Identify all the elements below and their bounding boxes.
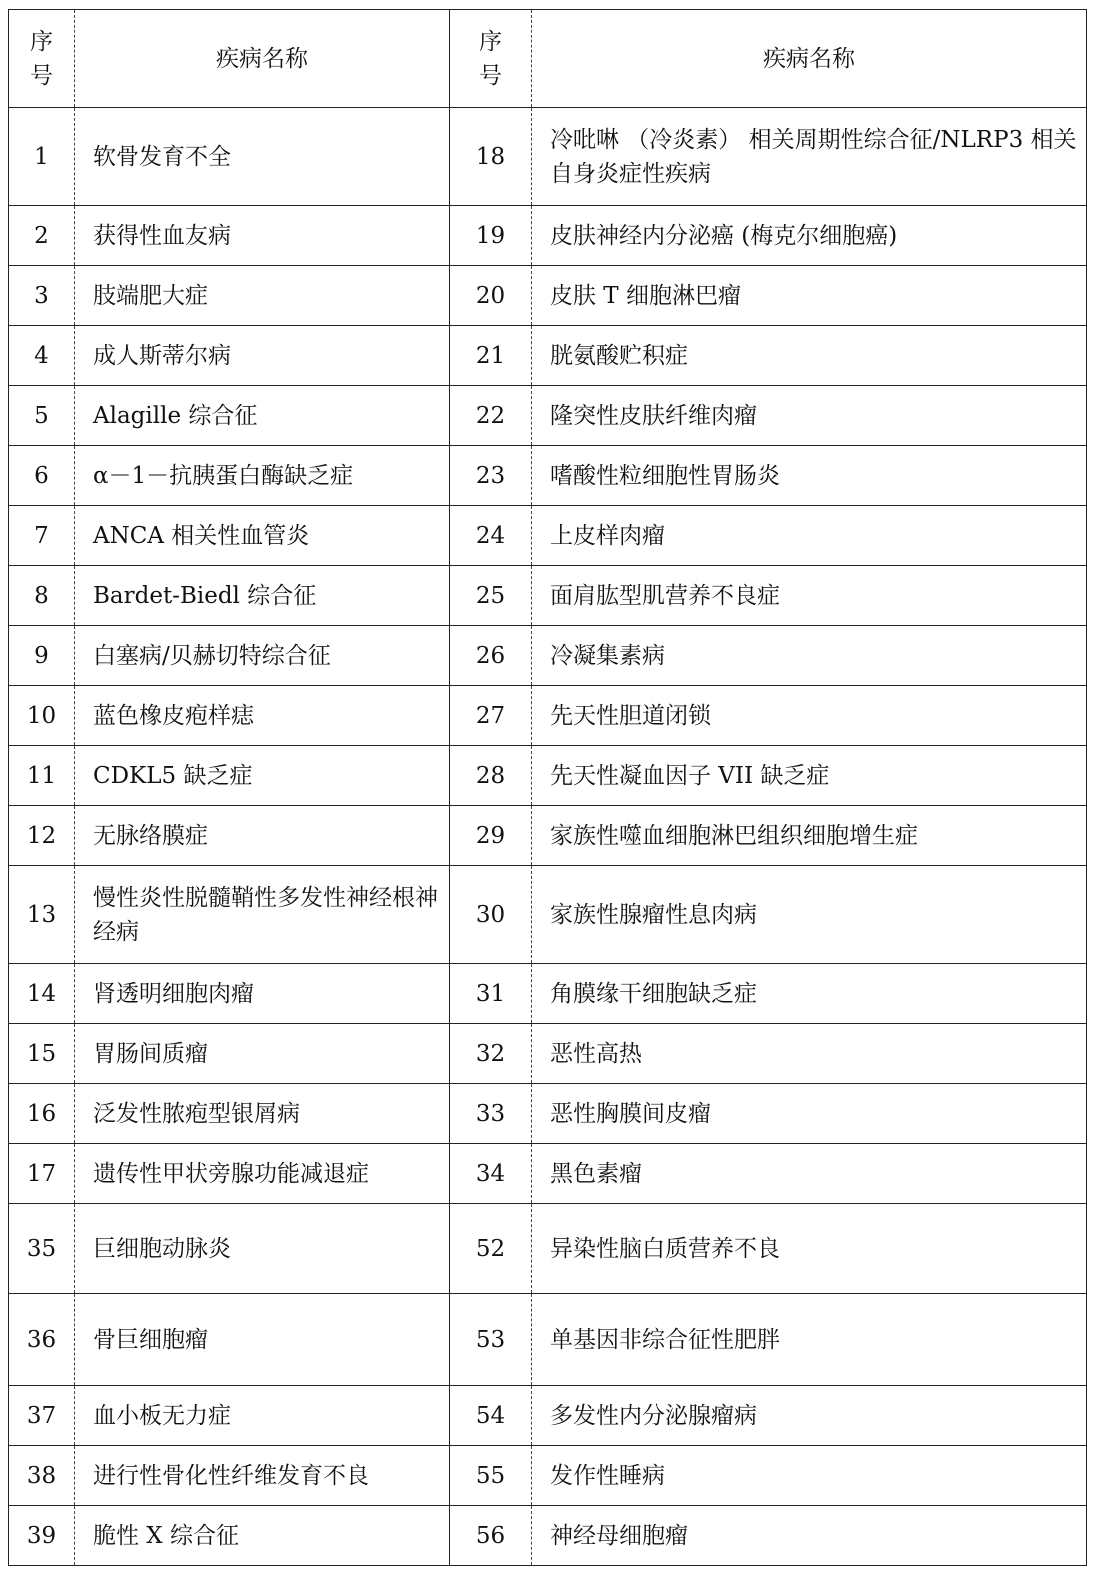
table-row bbox=[9, 1024, 1087, 1084]
table-row bbox=[9, 206, 1087, 266]
table-row bbox=[9, 746, 1087, 806]
row-number: 33 bbox=[450, 1084, 532, 1144]
disease-name: 软骨发育不全 bbox=[75, 108, 450, 206]
row-number: 22 bbox=[450, 386, 532, 446]
table-row bbox=[9, 806, 1087, 866]
row-number: 18 bbox=[450, 108, 532, 206]
row-number: 3 bbox=[9, 266, 75, 326]
row-number: 7 bbox=[9, 506, 75, 566]
row-number: 1 bbox=[9, 108, 75, 206]
disease-name: 角膜缘干细胞缺乏症 bbox=[532, 964, 1087, 1024]
disease-name: 隆突性皮肤纤维肉瘤 bbox=[532, 386, 1087, 446]
row-number: 37 bbox=[9, 1386, 75, 1446]
row-number: 52 bbox=[450, 1204, 532, 1294]
header-disease-name-right: 疾病名称 bbox=[532, 10, 1087, 108]
header-number-left: 序号 bbox=[9, 10, 75, 108]
disease-name: 胱氨酸贮积症 bbox=[532, 326, 1087, 386]
row-number: 26 bbox=[450, 626, 532, 686]
rare-disease-table bbox=[8, 9, 1087, 1566]
table-row bbox=[9, 1084, 1087, 1144]
disease-name: 皮肤神经内分泌癌 (梅克尔细胞癌) bbox=[532, 206, 1087, 266]
disease-name: 冷凝集素病 bbox=[532, 626, 1087, 686]
table-row bbox=[9, 266, 1087, 326]
table-row bbox=[9, 386, 1087, 446]
row-number: 20 bbox=[450, 266, 532, 326]
disease-name: 家族性噬血细胞淋巴组织细胞增生症 bbox=[532, 806, 1087, 866]
row-number: 6 bbox=[9, 446, 75, 506]
disease-name: 冷吡啉 （冷炎素） 相关周期性综合征/NLRP3 相关自身炎症性疾病 bbox=[532, 108, 1087, 206]
row-number: 29 bbox=[450, 806, 532, 866]
row-number: 53 bbox=[450, 1294, 532, 1386]
row-number: 15 bbox=[9, 1024, 75, 1084]
row-number: 27 bbox=[450, 686, 532, 746]
disease-name: 巨细胞动脉炎 bbox=[75, 1204, 450, 1294]
table-row bbox=[9, 1446, 1087, 1506]
table-row bbox=[9, 326, 1087, 386]
disease-name: 多发性内分泌腺瘤病 bbox=[532, 1386, 1087, 1446]
disease-name: 无脉络膜症 bbox=[75, 806, 450, 866]
disease-name: 发作性睡病 bbox=[532, 1446, 1087, 1506]
row-number: 4 bbox=[9, 326, 75, 386]
disease-name: 获得性血友病 bbox=[75, 206, 450, 266]
disease-name: 慢性炎性脱髓鞘性多发性神经根神经病 bbox=[75, 866, 450, 964]
disease-name: 嗜酸性粒细胞性胃肠炎 bbox=[532, 446, 1087, 506]
row-number: 54 bbox=[450, 1386, 532, 1446]
disease-name: 肾透明细胞肉瘤 bbox=[75, 964, 450, 1024]
row-number: 25 bbox=[450, 566, 532, 626]
disease-name: 泛发性脓疱型银屑病 bbox=[75, 1084, 450, 1144]
disease-name: 血小板无力症 bbox=[75, 1386, 450, 1446]
disease-name: 神经母细胞瘤 bbox=[532, 1506, 1087, 1566]
table-row bbox=[9, 1204, 1087, 1294]
disease-name: 进行性骨化性纤维发育不良 bbox=[75, 1446, 450, 1506]
table-row bbox=[9, 566, 1087, 626]
disease-name: α－1－抗胰蛋白酶缺乏症 bbox=[75, 446, 450, 506]
table-row bbox=[9, 964, 1087, 1024]
disease-name: 恶性高热 bbox=[532, 1024, 1087, 1084]
disease-name: Alagille 综合征 bbox=[75, 386, 450, 446]
row-number: 30 bbox=[450, 866, 532, 964]
table-row bbox=[9, 1506, 1087, 1566]
row-number: 56 bbox=[450, 1506, 532, 1566]
table-row bbox=[9, 626, 1087, 686]
row-number: 31 bbox=[450, 964, 532, 1024]
row-number: 8 bbox=[9, 566, 75, 626]
row-number: 36 bbox=[9, 1294, 75, 1386]
row-number: 35 bbox=[9, 1204, 75, 1294]
disease-name: Bardet-Biedl 综合征 bbox=[75, 566, 450, 626]
row-number: 21 bbox=[450, 326, 532, 386]
table-header-row bbox=[9, 10, 1087, 108]
disease-name: 异染性脑白质营养不良 bbox=[532, 1204, 1087, 1294]
row-number: 10 bbox=[9, 686, 75, 746]
row-number: 38 bbox=[9, 1446, 75, 1506]
row-number: 9 bbox=[9, 626, 75, 686]
row-number: 34 bbox=[450, 1144, 532, 1204]
disease-name: 白塞病/贝赫切特综合征 bbox=[75, 626, 450, 686]
disease-name: 单基因非综合征性肥胖 bbox=[532, 1294, 1087, 1386]
disease-name: 恶性胸膜间皮瘤 bbox=[532, 1084, 1087, 1144]
row-number: 17 bbox=[9, 1144, 75, 1204]
row-number: 23 bbox=[450, 446, 532, 506]
row-number: 5 bbox=[9, 386, 75, 446]
table-row bbox=[9, 1294, 1087, 1386]
disease-name: 蓝色橡皮疱样痣 bbox=[75, 686, 450, 746]
table-body bbox=[9, 108, 1087, 1566]
row-number: 13 bbox=[9, 866, 75, 964]
disease-name: 黑色素瘤 bbox=[532, 1144, 1087, 1204]
row-number: 2 bbox=[9, 206, 75, 266]
disease-name: 遗传性甲状旁腺功能减退症 bbox=[75, 1144, 450, 1204]
disease-name: 胃肠间质瘤 bbox=[75, 1024, 450, 1084]
row-number: 12 bbox=[9, 806, 75, 866]
row-number: 19 bbox=[450, 206, 532, 266]
disease-name: 骨巨细胞瘤 bbox=[75, 1294, 450, 1386]
row-number: 55 bbox=[450, 1446, 532, 1506]
row-number: 24 bbox=[450, 506, 532, 566]
disease-name: 成人斯蒂尔病 bbox=[75, 326, 450, 386]
disease-name: CDKL5 缺乏症 bbox=[75, 746, 450, 806]
row-number: 11 bbox=[9, 746, 75, 806]
row-number: 14 bbox=[9, 964, 75, 1024]
disease-name: 上皮样肉瘤 bbox=[532, 506, 1087, 566]
disease-name: 先天性凝血因子 VII 缺乏症 bbox=[532, 746, 1087, 806]
row-number: 39 bbox=[9, 1506, 75, 1566]
table-row bbox=[9, 866, 1087, 964]
table-row bbox=[9, 506, 1087, 566]
disease-name: ANCA 相关性血管炎 bbox=[75, 506, 450, 566]
table-row bbox=[9, 1386, 1087, 1446]
table-row bbox=[9, 446, 1087, 506]
disease-name: 肢端肥大症 bbox=[75, 266, 450, 326]
row-number: 28 bbox=[450, 746, 532, 806]
table-row bbox=[9, 686, 1087, 746]
row-number: 32 bbox=[450, 1024, 532, 1084]
header-number-right: 序号 bbox=[450, 10, 532, 108]
row-number: 16 bbox=[9, 1084, 75, 1144]
header-disease-name-left: 疾病名称 bbox=[75, 10, 450, 108]
table-row bbox=[9, 1144, 1087, 1204]
disease-name: 脆性 X 综合征 bbox=[75, 1506, 450, 1566]
disease-name: 先天性胆道闭锁 bbox=[532, 686, 1087, 746]
table-row bbox=[9, 108, 1087, 206]
disease-name: 皮肤 T 细胞淋巴瘤 bbox=[532, 266, 1087, 326]
disease-name: 面肩肱型肌营养不良症 bbox=[532, 566, 1087, 626]
disease-name: 家族性腺瘤性息肉病 bbox=[532, 866, 1087, 964]
